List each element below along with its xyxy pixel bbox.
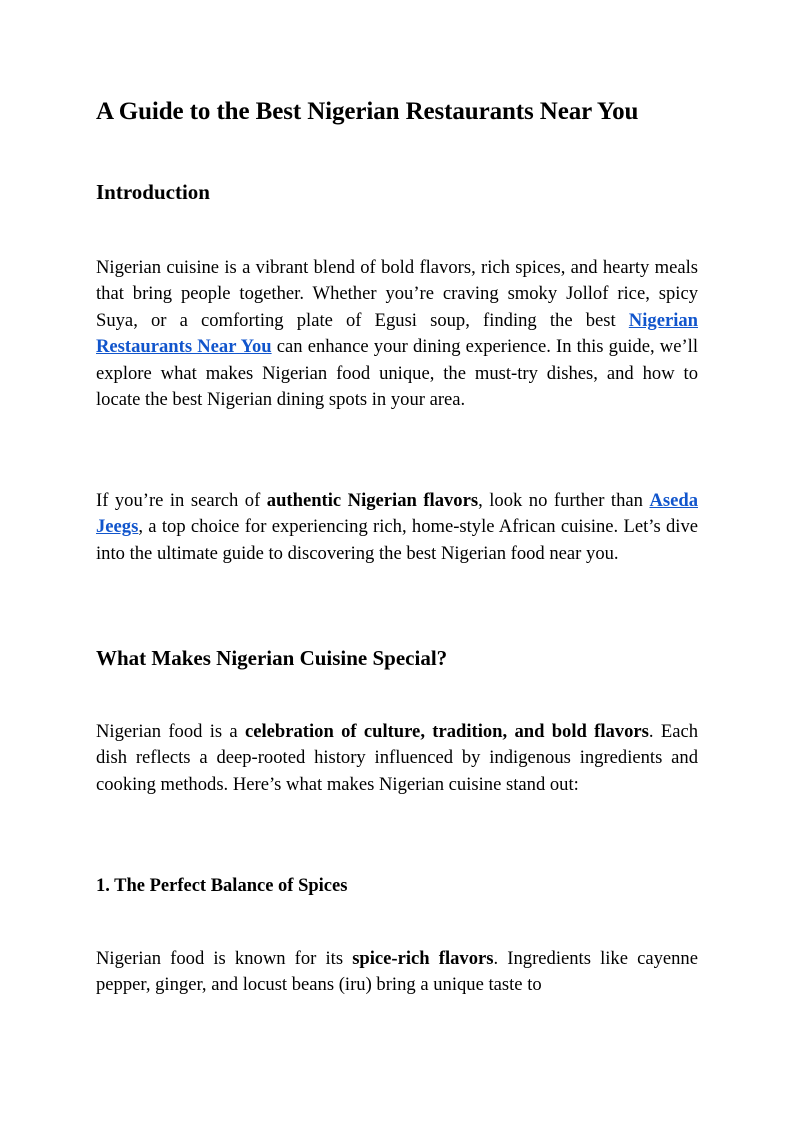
spices-p-text-after: . Ingredients like cayenne pepper, ginger, and locust beans (iru) bring a unique taste to: [96, 948, 698, 996]
introduction-paragraph-1: [96, 255, 698, 413]
special-p1-bold-text: celebration of culture, tradition, and bold flavors: [244, 721, 649, 742]
spices-subheading-block: [96, 874, 698, 898]
intro-p2-bold-text: authentic Nigerian flavors: [266, 490, 479, 511]
introduction-heading: Introduction: [96, 180, 210, 204]
aseda-jeegs-link[interactable]: Aseda Jeegs: [96, 490, 698, 538]
introduction-paragraph-1-block: [96, 255, 698, 413]
introduction-paragraph-2-block: [96, 488, 698, 567]
special-paragraph-block: [96, 719, 698, 798]
spices-p-text-before: Nigerian food is known for its: [96, 948, 353, 969]
introduction-heading-block: [96, 179, 698, 205]
spices-paragraph: [96, 946, 698, 999]
intro-p1-text-before: Nigerian cuisine is a vibrant blend of bold flavors, rich spices, and hearty meals that bring people together. Whether you’re craving smoky Jollof rice, spicy Suya, or a comforting plate of Egusi soup, finding the best: [96, 257, 698, 331]
special-paragraph: [96, 719, 698, 798]
intro-p2-text-before: If you’re in search of: [96, 490, 267, 511]
special-p1-text-before: Nigerian food is a: [96, 721, 245, 742]
special-heading-block: [96, 645, 698, 671]
special-p1-text-after: . Each dish reflects a deep-rooted history influenced by indigenous ingredients and cooking methods. Here’s what makes Nigerian cuisine stand out:: [96, 721, 698, 795]
special-heading: What Makes Nigerian Cuisine Special?: [96, 646, 448, 670]
spices-subheading: 1. The Perfect Balance of Spices: [96, 876, 348, 896]
document-title: A Guide to the Best Nigerian Restaurants Near You: [96, 98, 639, 125]
introduction-paragraph-2: [96, 488, 698, 567]
spices-paragraph-block: [96, 946, 698, 999]
nigerian-restaurants-link[interactable]: Nigerian Restaurants Near You: [96, 309, 698, 358]
intro-p2-text-after: , a top choice for experiencing rich, home-style African cuisine. Let’s dive into the ultimate guide to discovering the best Nigerian food near you.: [96, 516, 698, 564]
document-title-block: [96, 97, 698, 127]
spices-p-bold-text: spice-rich flavors: [352, 948, 494, 969]
intro-p1-text-after: can enhance your dining experience. In this guide, we’ll explore what makes Nigerian food unique, the must-try dishes, and how to locate the best Nigerian dining spots in your area.: [96, 336, 698, 411]
intro-p2-text-middle: , look no further than: [478, 490, 650, 511]
